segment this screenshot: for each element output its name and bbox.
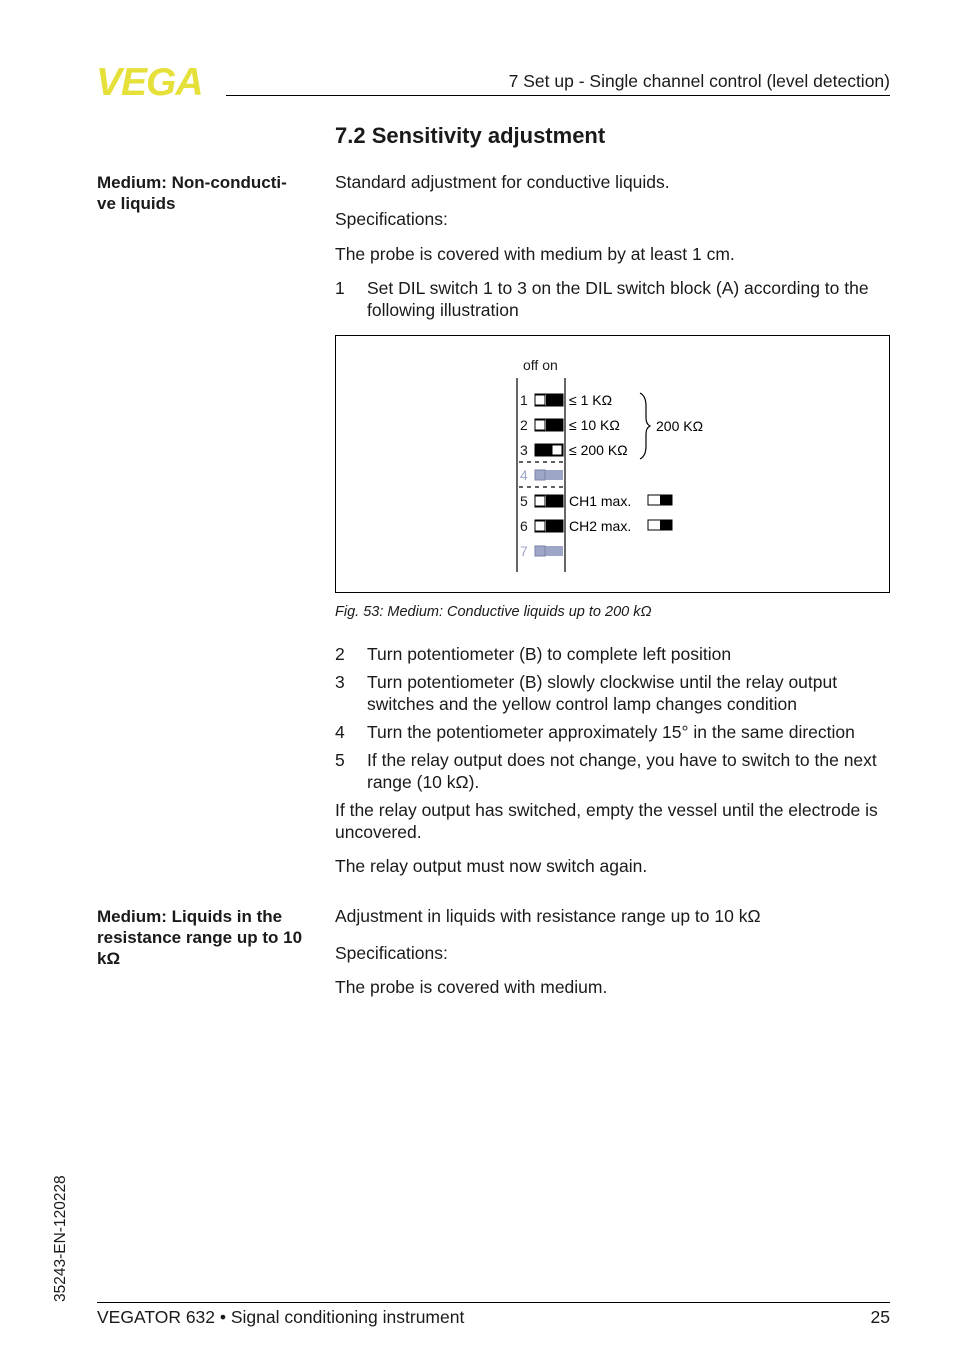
step-number: 1 — [335, 278, 345, 298]
page-number: 25 — [870, 1307, 890, 1327]
figure-caption: Fig. 53: Medium: Conductive liquids up to 200 kΩ — [335, 604, 652, 620]
range-label-1: ≤ 1 KΩ — [569, 392, 613, 408]
step-text: Set DIL switch 1 to 3 on the DIL switch block (A) according to the following illustration — [367, 278, 869, 320]
range-label-2: ≤ 10 KΩ — [569, 417, 620, 433]
switch-number: 5 — [520, 493, 528, 509]
footer-title: VEGATOR 632 • Signal conditioning instrument — [97, 1307, 465, 1327]
step-number: 5 — [335, 750, 345, 770]
range-label-3: ≤ 200 KΩ — [569, 442, 628, 458]
step-number: 2 — [335, 644, 345, 664]
step-4 — [335, 721, 890, 743]
step-5 — [335, 749, 890, 793]
step-text: Turn potentiometer (B) slowly clockwise until the relay output switches and the yellow control lamp changes condition — [367, 672, 838, 714]
dil-switch-4 — [520, 467, 563, 483]
block2-spec: The probe is covered with medium. — [335, 977, 608, 997]
range-brace — [640, 393, 650, 459]
switch-knob — [535, 420, 545, 430]
logo-text: VEGA — [96, 64, 203, 98]
switch-number: 2 — [520, 417, 528, 433]
dil-switch-2 — [520, 417, 563, 433]
switch-knob — [535, 521, 545, 531]
switch-group — [520, 392, 563, 559]
dil-switch-diagram — [336, 336, 889, 592]
step-1 — [335, 277, 890, 321]
intro-paragraph: Standard adjustment for conductive liquids. — [335, 172, 670, 192]
step-number: 3 — [335, 672, 345, 692]
side-label-line1: Medium: Non-conducti- — [97, 173, 287, 192]
dil-switch-3 — [520, 442, 563, 458]
side-label-non-conductive — [97, 172, 312, 214]
document-id: 35243-EN-120228 — [52, 1175, 69, 1302]
switch-number: 3 — [520, 442, 528, 458]
switch-knob — [535, 470, 545, 480]
switch-number: 4 — [520, 467, 528, 483]
dil-switch-6 — [520, 518, 563, 534]
switch-knob — [535, 546, 545, 556]
step-number: 4 — [335, 722, 345, 742]
ch1-max-switch-icon — [648, 495, 672, 505]
after-paragraph-2: The relay output must now switch again. — [335, 856, 648, 876]
dil-switch-1 — [520, 392, 563, 408]
section-heading: 7.2 Sensitivity adjustment — [335, 123, 606, 148]
block2-intro: Adjustment in liquids with resistance range up to 10 kΩ — [335, 906, 761, 926]
ch2-max-switch-icon — [648, 520, 672, 530]
switch-number: 6 — [520, 518, 528, 534]
switch-knob — [535, 395, 545, 405]
dil-switch-5 — [520, 493, 563, 509]
ch2-label: CH2 max. — [569, 518, 632, 534]
header-rule — [226, 95, 890, 96]
switch-number: 7 — [520, 543, 528, 559]
switch-fill — [546, 520, 563, 532]
switch-knob — [552, 445, 562, 455]
step-3 — [335, 671, 890, 715]
step-text: Turn potentiometer (B) to complete left position — [367, 644, 732, 664]
spec-paragraph: The probe is covered with medium by at least 1 cm. — [335, 244, 735, 264]
side-label-resistance-range: Medium: Liquids in the resistance range up to 10 kΩ — [97, 907, 303, 968]
dil-switch-7 — [520, 543, 563, 559]
chapter-title: 7 Set up - Single channel control (level detection) — [508, 71, 890, 91]
brace-label: 200 KΩ — [656, 418, 704, 434]
footer-rule — [97, 1302, 890, 1303]
switch-fill — [535, 444, 552, 456]
block2-specifications-label: Specifications: — [335, 943, 448, 963]
step-text: Turn the potentiometer approximately 15° in the same direction — [367, 722, 855, 742]
dil-switch-figure — [335, 335, 890, 593]
ch1-label: CH1 max. — [569, 493, 632, 509]
step-text: If the relay output does not change, you have to switch to the next range (10 kΩ). — [367, 750, 877, 792]
specifications-label: Specifications: — [335, 209, 448, 229]
switch-fill — [546, 495, 563, 507]
step-2 — [335, 643, 890, 665]
switch-fill — [546, 394, 563, 406]
side-label-line2: ve liquids — [97, 194, 176, 213]
switch-knob — [535, 496, 545, 506]
off-on-label: off on — [523, 357, 558, 373]
vega-logo — [96, 64, 220, 98]
after-paragraph-1: If the relay output has switched, empty the vessel until the electrode is uncovered. — [335, 800, 878, 842]
switch-fill — [546, 419, 563, 431]
switch-number: 1 — [520, 392, 528, 408]
